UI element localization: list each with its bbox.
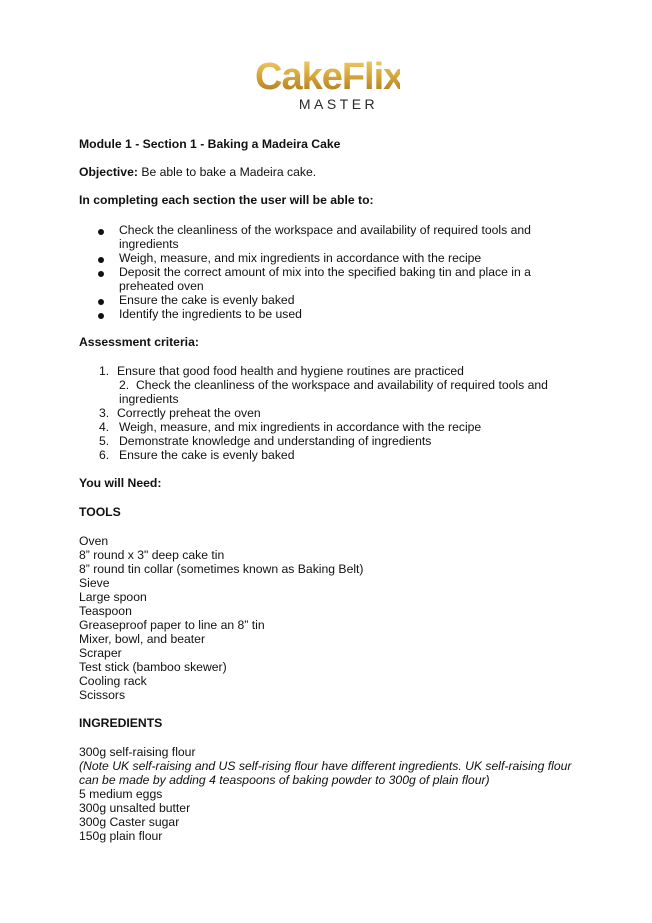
outcome-line: Deposit the correct amount of mix into the specified baking tin and place in a [119,265,531,279]
outcome-line: Weigh, measure, and mix ingredients in accordance with the recipe [119,251,482,265]
outcome-line: Identify the ingredients to be used [119,307,302,321]
logo-subtitle: MASTER [298,96,379,112]
ingredient-item: 300g unsalted butter [79,801,191,815]
tool-item: Greaseproof paper to line an 8” tin [79,618,265,632]
criteria-line: Ensure the cake is evenly baked [119,448,295,462]
ingredient-item: 300g self-raising flour [79,745,196,759]
objective-label: Objective: [79,165,138,179]
tool-item: Sieve [79,576,110,590]
criteria-number: 6. [99,448,110,462]
module-heading: Module 1 - Section 1 - Baking a Madeira Cake [79,137,341,151]
logo-wordmark: CakeFlix [255,56,404,98]
bullet-dot [98,257,104,263]
tool-item: Scissors [79,688,126,702]
bullet-dot [98,271,104,277]
criteria-line: ingredients [119,392,179,406]
ingredient-item: 150g plain flour [79,829,163,843]
cakeflix-logo [255,56,404,118]
criteria-number: 3. [99,406,110,420]
tool-item: Oven [79,534,109,548]
tool-item: Large spoon [79,590,147,604]
tool-item: Mixer, bowl, and beater [79,632,206,646]
completing-heading: In completing each section the user will be able to: [79,193,374,207]
criteria-number: 5. [99,434,110,448]
criteria-number: 4. [99,420,110,434]
objective-text: Be able to bake a Madeira cake. [137,165,317,179]
criteria-line: Check the cleanliness of the workspace and availability of required tools and [136,378,548,392]
tool-item: 8” round tin collar (sometimes known as Baking Belt) [79,562,364,576]
tool-item: 8” round x 3" deep cake tin [79,548,225,562]
objective-line [79,165,316,179]
criteria-line: Ensure that good food health and hygiene routines are practiced [117,364,464,378]
bullet-dot [98,229,104,235]
ingredient-item: 5 medium eggs [79,787,163,801]
tool-item: Scraper [79,646,122,660]
bullet-dot [98,313,104,319]
ingredients-heading: INGREDIENTS [79,716,163,730]
tool-item: Cooling rack [79,674,147,688]
tools-heading: TOOLS [79,505,121,519]
ingredient-note: (Note UK self-raising and US self-rising flour have different ingredients. UK self-raising flour [79,759,572,773]
ingredient-note: can be made by adding 4 teaspoons of baking powder to 300g of plain flour) [79,773,490,787]
tool-item: Test stick (bamboo skewer) [79,660,227,674]
need-heading: You will Need: [79,476,162,490]
outcome-line: preheated oven [119,279,204,293]
criteria-number: 1. [99,364,110,378]
criteria-line: Correctly preheat the oven [117,406,261,420]
criteria-line: Weigh, measure, and mix ingredients in accordance with the recipe [119,420,482,434]
criteria-line: Demonstrate knowledge and understanding of ingredients [119,434,432,448]
criteria-number: 2. [119,378,130,392]
outcome-line: Check the cleanliness of the workspace and availability of required tools and [119,223,531,237]
ingredient-item: 300g Caster sugar [79,815,180,829]
outcome-line: Ensure the cake is evenly baked [119,293,295,307]
tool-item: Teaspoon [79,604,132,618]
assessment-heading: Assessment criteria: [79,335,199,349]
outcome-line: ingredients [119,237,179,251]
bullet-dot [98,299,104,305]
